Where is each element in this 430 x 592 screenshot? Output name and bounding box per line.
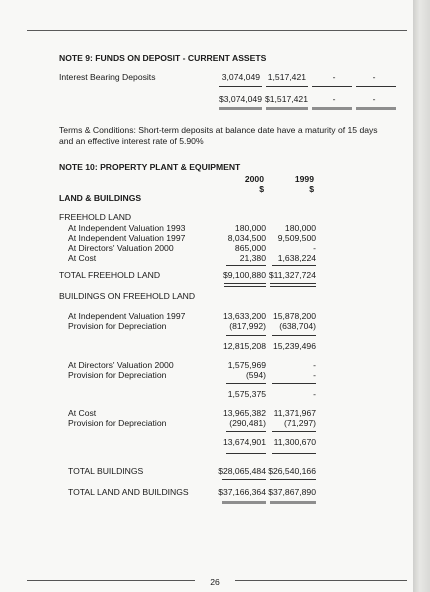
land-buildings-heading: LAND & BUILDINGS (59, 193, 142, 203)
currency-2000-header: $ (259, 184, 264, 194)
note9-underline-2 (266, 86, 308, 87)
bldg-underline-1999 (272, 335, 316, 336)
total-freehold-doubleline-1999 (270, 283, 316, 287)
note9-underline-1 (219, 86, 262, 87)
fl-row-label: At Cost (68, 253, 97, 263)
bldg-subtotal-2000: 12,815,208 (222, 341, 266, 351)
fl-row-label: At Directors' Valuation 2000 (68, 243, 174, 253)
fl-underline-2000 (226, 265, 266, 266)
note9-underline-3 (312, 86, 352, 87)
page-number: 26 (210, 577, 220, 587)
bldg-row-1999: - (313, 370, 316, 380)
bldg-row-2000: 1,575,969 (227, 360, 266, 370)
fl-row-1999: 180,000 (284, 223, 316, 233)
bldg-row-1999: - (313, 360, 316, 370)
total-buildings-label: TOTAL BUILDINGS (68, 466, 144, 476)
top-rule (27, 30, 407, 31)
fl-row-2000: 180,000 (234, 223, 266, 233)
bldg-row-label: Provision for Depreciation (68, 418, 167, 428)
note9-heading: NOTE 9: FUNDS ON DEPOSIT - CURRENT ASSETS (59, 53, 267, 63)
bldg-row-2000: (817,992) (229, 321, 266, 331)
note10-heading: NOTE 10: PROPERTY PLANT & EQUIPMENT (59, 162, 241, 172)
bldg-row-2000: (594) (245, 370, 266, 380)
total-land-buildings-doubleline-1999 (270, 501, 316, 504)
total-land-buildings-label: TOTAL LAND AND BUILDINGS (68, 487, 189, 497)
bldg-row-2000: 13,965,382 (222, 408, 266, 418)
bldg-row-1999: 15,878,200 (272, 311, 316, 321)
note9-doubleline-4 (356, 107, 396, 110)
bldg-subtotal-2000: 13,674,901 (222, 437, 266, 447)
fl-row-2000: 21,380 (239, 253, 266, 263)
note9-terms-paragraph: Terms & Conditions: Short-term deposits at balance date have a maturity of 15 days and an effective interest rate of 5.90% (59, 125, 378, 146)
note9-doubleline-3 (312, 107, 352, 110)
bldg-row-label: Provision for Depreciation (68, 321, 167, 331)
bldg-row-label: At Cost (68, 408, 97, 418)
total-freehold-doubleline-2000 (224, 283, 266, 287)
year-1999-header: 1999 (294, 174, 314, 184)
buildings-heading: BUILDINGS ON FREEHOLD LAND (59, 291, 196, 301)
total-freehold-label: TOTAL FREEHOLD LAND (59, 270, 161, 280)
total-land-buildings-1999: $37,867,890 (268, 487, 316, 497)
note9-total-4: - (372, 94, 376, 104)
total-freehold-2000: $9,100,880 (222, 270, 266, 280)
footer-rule-right (235, 580, 407, 581)
page-edge-shadow (413, 0, 430, 592)
fl-row-1999: - (313, 243, 316, 253)
note9-row-label: Interest Bearing Deposits (59, 72, 156, 82)
total-buildings-1999: $26,540,166 (268, 466, 316, 476)
bldg-underline-2000 (226, 431, 266, 432)
note9-underline-4 (356, 86, 396, 87)
total-land-buildings-doubleline-2000 (222, 501, 266, 504)
note9-value-3: - (332, 72, 336, 82)
bldg-subtotal-1999: 11,300,670 (273, 437, 316, 447)
bldg-underline-1999 (272, 431, 316, 432)
note9-total-3: - (332, 94, 336, 104)
bldg-subtotal-2000: 1,575,375 (227, 389, 266, 399)
bldg-row-1999: 11,371,967 (273, 408, 316, 418)
footer-rule-left (27, 580, 195, 581)
fl-row-label: At Independent Valuation 1993 (68, 223, 186, 233)
bldg-row-2000: 13,633,200 (222, 311, 266, 321)
total-buildings-underline-2000 (222, 479, 266, 480)
bldg-row-label: At Independent Valuation 1997 (68, 311, 186, 321)
note9-total-2: $1,517,421 (264, 94, 308, 104)
bldg-underline-2000 (226, 383, 266, 384)
bldg-subtotal-1999: - (313, 389, 316, 399)
bldg-subtotal-1999: 15,239,496 (272, 341, 316, 351)
fl-row-label: At Independent Valuation 1997 (68, 233, 186, 243)
fl-row-1999: 1,638,224 (277, 253, 316, 263)
total-land-buildings-2000: $37,166,364 (218, 487, 266, 497)
buildings-underline-2000 (226, 453, 266, 454)
note9-doubleline-2 (266, 107, 308, 110)
note9-value-2: 1,517,421 (267, 72, 306, 82)
fl-row-1999: 9,509,500 (277, 233, 316, 243)
note9-value-1: 3,074,049 (221, 72, 260, 82)
fl-row-2000: 8,034,500 (227, 233, 266, 243)
bldg-row-1999: (71,297) (283, 418, 316, 428)
note9-total-1: $3,074,049 (218, 94, 262, 104)
note9-doubleline-1 (219, 107, 262, 110)
bldg-row-1999: (638,704) (279, 321, 316, 331)
freehold-land-heading: FREEHOLD LAND (59, 212, 132, 222)
bldg-row-label: At Directors' Valuation 2000 (68, 360, 174, 370)
fl-underline-1999 (272, 265, 316, 266)
total-buildings-2000: $28,065,484 (218, 466, 266, 476)
bldg-row-2000: (290,481) (229, 418, 266, 428)
total-buildings-underline-1999 (270, 479, 316, 480)
bldg-underline-2000 (226, 335, 266, 336)
buildings-underline-1999 (272, 453, 316, 454)
currency-1999-header: $ (309, 184, 314, 194)
total-freehold-1999: $11,327,724 (268, 270, 316, 280)
year-2000-header: 2000 (244, 174, 264, 184)
bldg-underline-1999 (272, 383, 316, 384)
fl-row-2000: 865,000 (234, 243, 266, 253)
bldg-row-label: Provision for Depreciation (68, 370, 167, 380)
note9-value-4: - (372, 72, 376, 82)
